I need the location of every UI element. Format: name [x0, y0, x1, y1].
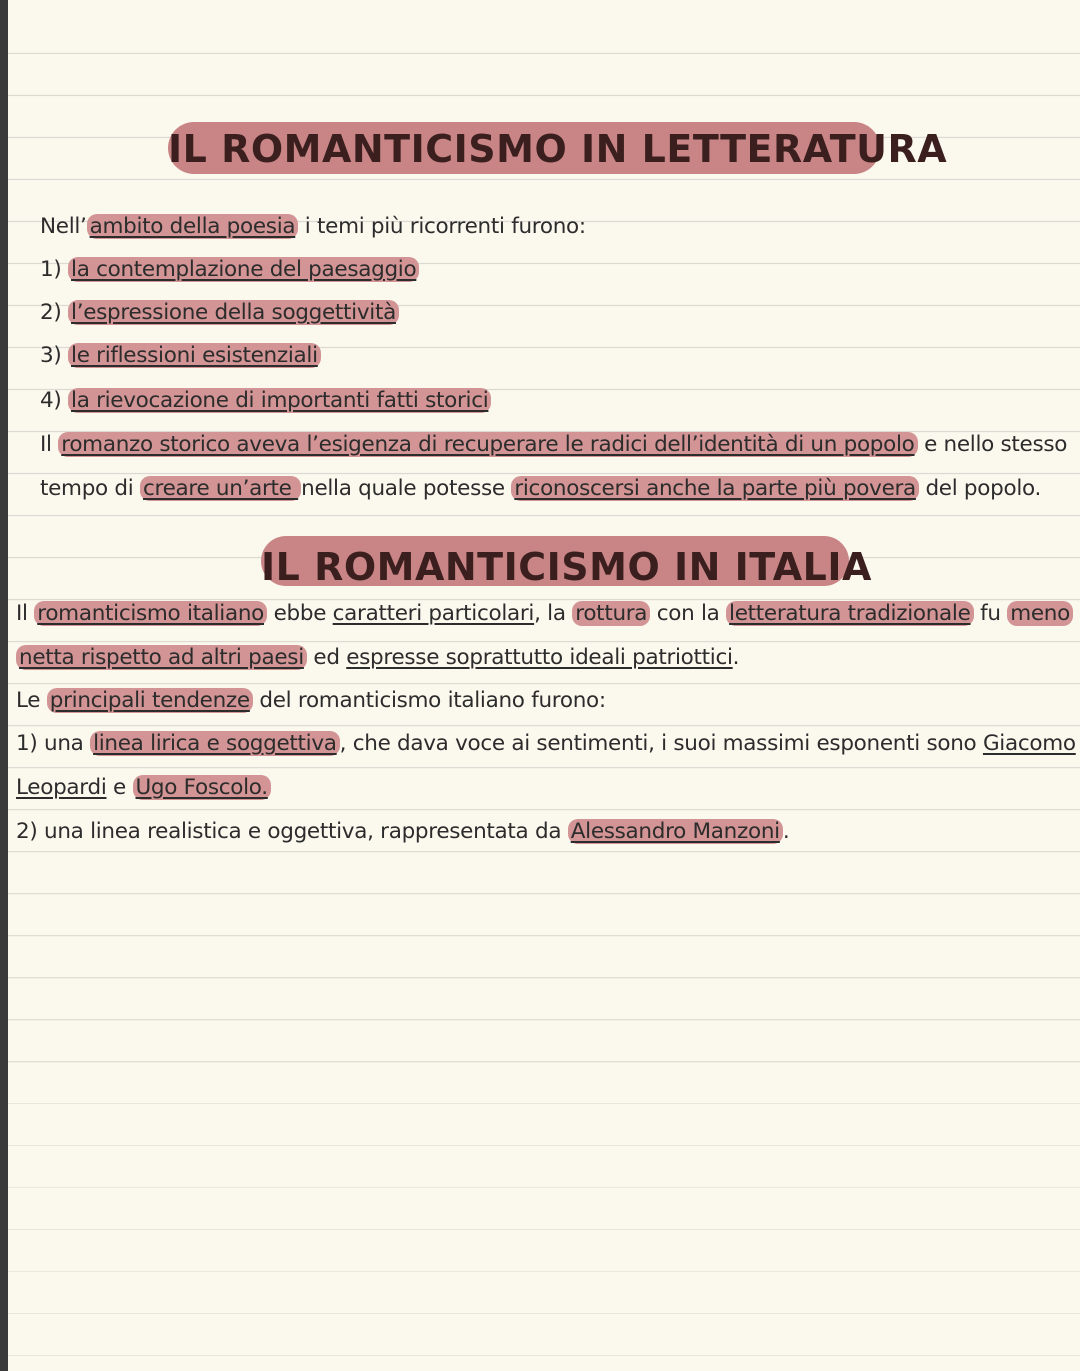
notebook-page — [8, 0, 1080, 1371]
highlighted-text: le riflessioni esistenziali — [68, 343, 321, 368]
text-span: Il — [16, 601, 35, 626]
highlighted-text: romanzo storico aveva l’esigenza di recuperare le radici dell’identità di un popolo — [58, 432, 917, 457]
highlighted-text: l’espressione della soggettività — [68, 300, 399, 325]
highlighted-text: Alessandro Manzoni — [568, 819, 783, 844]
text-span: , la — [534, 601, 573, 626]
highlighted-text: la rievocazione di importanti fatti storici — [68, 388, 491, 413]
text-span: espresse soprattutto ideali patriottici — [346, 645, 733, 670]
list-item — [16, 775, 271, 800]
text-span: caratteri particolari — [332, 601, 535, 626]
text-span: 1) una — [16, 731, 91, 756]
highlighted-text: linea lirica e soggettiva — [90, 731, 340, 756]
highlighted-text: rottura — [572, 601, 650, 626]
text-line — [16, 601, 1073, 626]
highlighted-text: netta rispetto ad altri paesi — [16, 645, 307, 670]
text-line — [16, 688, 606, 713]
text-line — [40, 432, 1067, 457]
highlighted-text: letteratura tradizionale — [726, 601, 974, 626]
text-line — [40, 476, 1041, 501]
text-span: Nell’ — [40, 214, 87, 239]
highlighted-text: romanticismo italiano — [34, 601, 267, 626]
text-span: tempo di — [40, 476, 140, 501]
text-span: nella quale potesse — [301, 476, 512, 501]
text-span: i temi più ricorrenti furono: — [298, 214, 586, 239]
text-line — [16, 645, 739, 670]
text-span: ebbe — [267, 601, 333, 626]
text-span: . — [782, 819, 790, 844]
text-span: ed — [306, 645, 347, 670]
list-item — [40, 257, 419, 282]
highlighted-text: principali tendenze — [47, 688, 253, 713]
highlighted-text: riconoscersi anche la parte più povera — [511, 476, 919, 501]
text-span: fu — [973, 601, 1008, 626]
section-title-letteratura: IL ROMANTICISMO IN LETTERATURA — [168, 122, 880, 174]
highlighted-text: creare un’arte — [140, 476, 301, 501]
list-item — [40, 300, 399, 325]
highlighted-text: ambito della poesia — [87, 214, 299, 239]
text-span: 3) — [40, 343, 69, 368]
text-span: 4) — [40, 388, 69, 413]
section-title-italia: IL ROMANTICISMO IN ITALIA — [261, 536, 849, 586]
text-line — [40, 214, 586, 239]
text-span: del romanticismo italiano furono: — [252, 688, 606, 713]
list-item — [40, 343, 321, 368]
text-span: Il — [40, 432, 59, 457]
list-item — [16, 819, 789, 844]
text-span: 2) — [40, 300, 69, 325]
text-span: e nello stesso — [917, 432, 1068, 457]
text-span: 2) una linea realistica e oggettiva, rappresentata da — [16, 819, 568, 844]
list-item — [16, 731, 1076, 756]
text-span: . — [732, 645, 740, 670]
text-span: 1) — [40, 257, 69, 282]
list-item — [40, 388, 491, 413]
highlighted-text: Ugo Foscolo. — [133, 775, 271, 800]
text-span: Giacomo — [982, 731, 1076, 756]
highlighted-text: meno — [1007, 601, 1073, 626]
highlighted-text: la contemplazione del paesaggio — [68, 257, 419, 282]
text-span: e — [106, 775, 133, 800]
text-span: del popolo. — [918, 476, 1042, 501]
text-span: Le — [16, 688, 47, 713]
text-span: Leopardi — [16, 775, 107, 800]
text-span: , che dava voce ai sentimenti, i suoi massimi esponenti sono — [339, 731, 983, 756]
text-span: con la — [650, 601, 727, 626]
